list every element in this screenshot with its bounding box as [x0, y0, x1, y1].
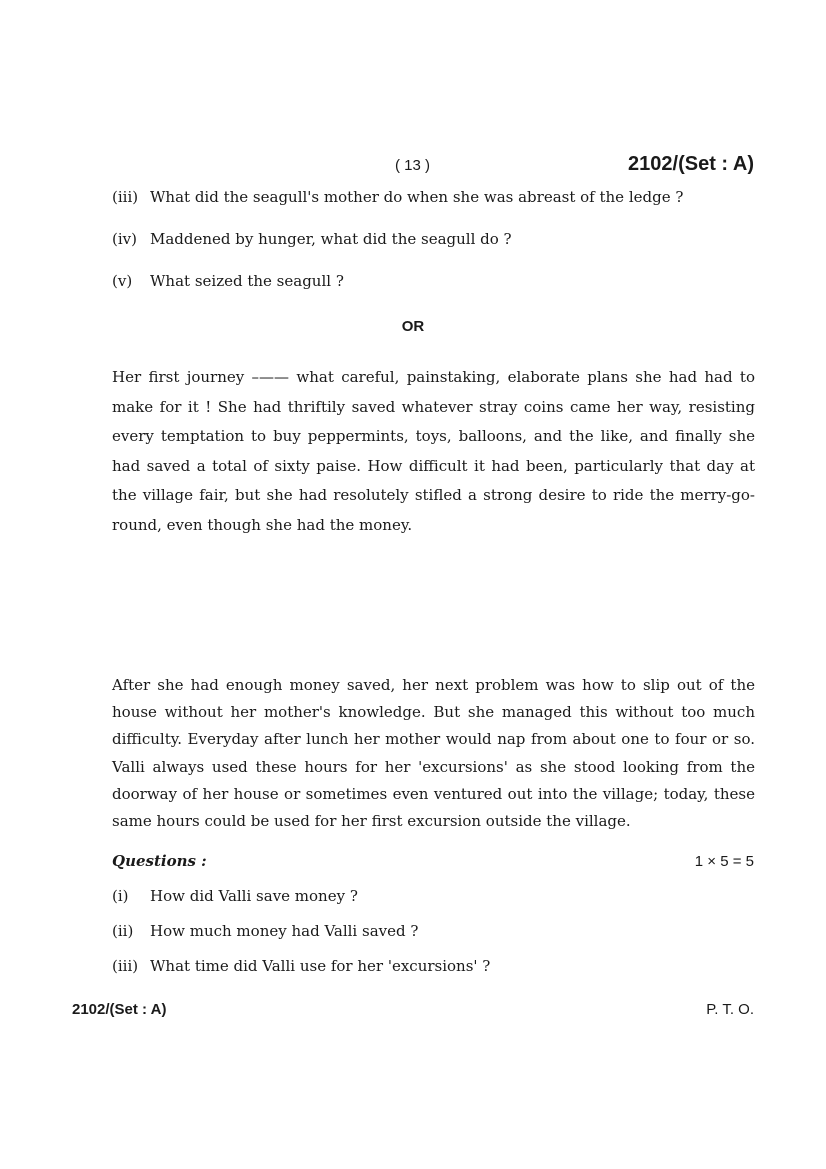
- question-text: What seized the seagull ?: [150, 272, 344, 290]
- question-number: (iv): [112, 230, 137, 248]
- question-text: What time did Valli use for her 'excursions' ?: [150, 957, 491, 975]
- question-number: (i): [112, 887, 129, 905]
- marks-label: 1 × 5 = 5: [694, 853, 754, 870]
- question-i: [112, 887, 358, 905]
- question-number: (ii): [112, 922, 134, 940]
- questions-heading: Questions :: [112, 852, 207, 870]
- question-number: (v): [112, 272, 133, 290]
- question-text: Maddened by hunger, what did the seagull do ?: [150, 230, 512, 248]
- question-number: (iii): [112, 188, 139, 206]
- question-ii: [112, 922, 418, 940]
- paper-code-header: 2102/(Set : A): [628, 153, 754, 175]
- question-v-top: [112, 272, 344, 290]
- question-text: How did Valli save money ?: [150, 887, 358, 905]
- question-iii: [112, 957, 490, 975]
- passage-paragraph-1: Her first journey –—— what careful, painstaking, elaborate plans she had had to make for it ! She had thriftily saved whatever stray coins came her way, resisting every temptation to buy peppermints, toys, balloons, and the like, and finally she had saved a total of sixty paise. How difficult it had been, particularly that day at the village fair, but she had resolutely stifled a strong desire to ride the merry-go-round, even though she had the money.: [112, 368, 755, 534]
- or-divider: OR: [401, 318, 425, 335]
- passage-paragraph-2: After she had enough money saved, her next problem was how to slip out of the house without her mother's knowledge. But she managed this without too much difficulty. Everyday after lunch her mother would nap from about one to four or so. Valli always used these hours for her 'excursions' as she stood looking from the doorway of her house or sometimes even ventured out into the village; today, these same hours could be used for her first excursion outside the village.: [112, 676, 755, 831]
- paper-code-footer: 2102/(Set : A): [72, 1001, 167, 1018]
- question-text: What did the seagull's mother do when she was abreast of the ledge ?: [150, 188, 684, 206]
- page-number: ( 13 ): [395, 157, 431, 174]
- question-iv-top: [112, 230, 512, 248]
- question-iii-top: [112, 188, 683, 206]
- question-number: (iii): [112, 957, 139, 975]
- question-text: How much money had Valli saved ?: [150, 922, 419, 940]
- pto-label: P. T. O.: [706, 1001, 754, 1018]
